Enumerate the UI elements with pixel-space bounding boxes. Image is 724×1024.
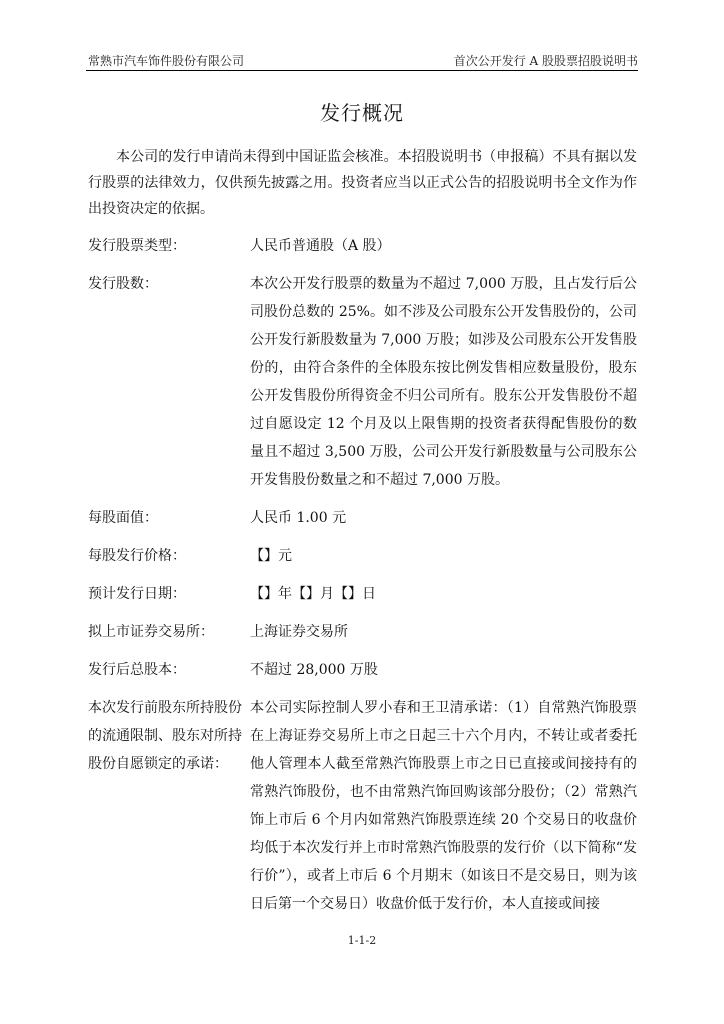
row-label: 发行股票类型：	[88, 238, 186, 254]
row-value: 不超过 28,000 万股	[250, 662, 378, 678]
row-label: 预计发行日期：	[88, 586, 186, 602]
page-number: 1-1-2	[347, 934, 377, 947]
row-label: 本次发行前股东所持股份的流通限制、股东对所持股份自愿锁定的承诺：	[88, 700, 242, 772]
row-value: 上海证券交易所	[250, 624, 348, 640]
offering-overview-list	[88, 232, 637, 928]
header-divider	[86, 70, 638, 71]
row-label: 发行股数：	[88, 276, 158, 292]
row-value: 【】年【】月【】日	[250, 586, 376, 602]
row-share-count	[88, 270, 637, 494]
header-company-name: 常熟市汽车饰件股份有限公司	[88, 54, 245, 68]
row-stock-type	[88, 232, 637, 260]
row-lockup-commitment	[88, 694, 637, 918]
row-value: 人民币 1.00 元	[250, 510, 347, 526]
row-value: 人民币普通股（A 股）	[250, 238, 391, 254]
row-label: 发行后总股本：	[88, 662, 186, 678]
row-par-value	[88, 504, 637, 532]
row-issue-date	[88, 580, 637, 608]
row-value: 【】元	[250, 548, 292, 564]
row-value: 本公司实际控制人罗小春和王卫清承诺：（1）自常熟汽饰股票在上海证券交易所上市之日起三十六个月内，不转让或者委托他人管理本人截至常熟汽饰股票上市之日已直接或间接持有的常熟汽饰股份，也不由常熟汽饰回购该部分股份；（2）常熟汽饰上市后 6 个月内如常熟汽饰股票连续 20 个交易日的收盘价均低于本次发行并上市时常熟汽饰股票的发行价（以下简称“发行价”），或者上市后 6 个月期末（如该日不是交易日，则为该日后第一个交易日）收盘价低于发行价，本人直接或间接	[250, 700, 637, 912]
intro-paragraph: 本公司的发行申请尚未得到中国证监会核准。本招股说明书（申报稿）不具有据以发行股票的法律效力，仅供预先披露之用。投资者应当以正式公告的招股说明书全文作为作出投资决定的依据。	[88, 149, 637, 217]
row-label: 每股面值：	[88, 510, 158, 526]
row-label: 每股发行价格：	[88, 548, 186, 564]
row-issue-price	[88, 542, 637, 570]
section-title: 发行概况	[320, 101, 404, 125]
row-total-capital	[88, 656, 637, 684]
header-document-title: 首次公开发行 A 股股票招股说明书	[453, 54, 638, 68]
row-exchange	[88, 618, 637, 646]
row-label: 拟上市证券交易所：	[88, 624, 214, 640]
row-value: 本次公开发行股票的数量为不超过 7,000 万股，且占发行后公司股份总数的 25%。如不涉及公司股东公开发售股份的，公司公开发行新股数量为 7,000 万股；如涉及公司股东公开发售股份的，由符合条件的全体股东按比例发售相应数量股份，股东公开发售股份所得资金不归公司所有。股东公开发售股份不超过自愿设定 12 个月及以上限售期的投资者获得配售股份的数量且不超过 3,500 万股，公司公开发行新股数量与公司股东公开发售股份数量之和不超过 7,000 万股。	[250, 276, 637, 488]
page-header	[88, 52, 638, 72]
